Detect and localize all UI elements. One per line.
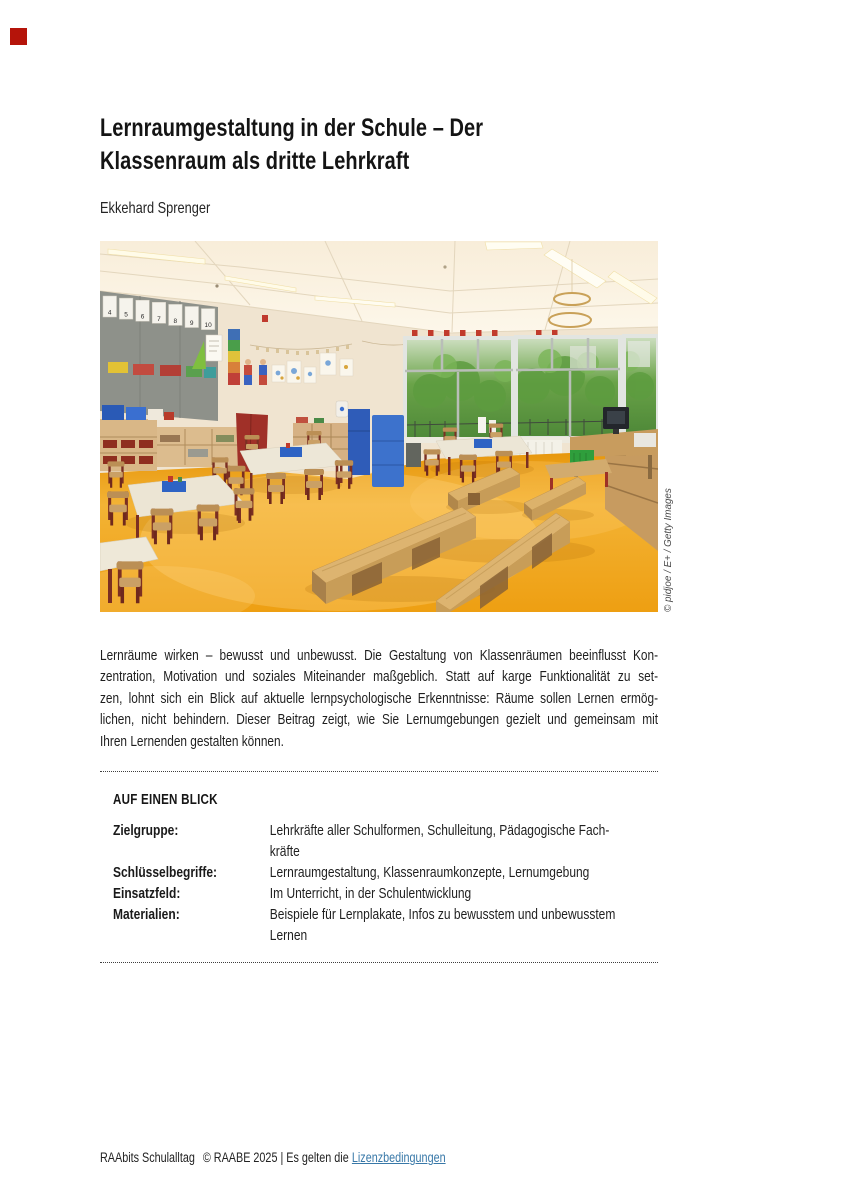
overview-label: Zielgruppe: (113, 822, 179, 839)
classroom-photo-illustration (100, 241, 658, 612)
page-footer (100, 1150, 446, 1165)
intro-line: Lernräume wirken – bewusst und unbewusst. Die Gestaltung von Klassenräumen beeinflusst Kon- (100, 647, 659, 664)
photo-credit: © pidjoe / E+ / Getty Images (662, 488, 674, 612)
overview-row-materialien (113, 904, 658, 946)
overview-value: Lehrkräfte aller Schulformen, Schulleitung, Pädagogische Fach- kräfte (269, 822, 610, 860)
overview-value: Beispiele für Lernplakate, Infos zu bewusstem und unbewusstem Lernen (269, 906, 616, 944)
svg-text:9: 9 (189, 320, 194, 327)
intro-line: zentration, Motivation und soziales Miteinander maßgeblich. Statt auf karge Funktionalität zu set- (100, 668, 659, 686)
intro-line: zen, lohnt sich ein Blick auf aktuelle lernpsychologische Erkenntnisse: Räume sollen Lernen ermög- (100, 689, 659, 707)
overview-row-zielgruppe (113, 820, 658, 862)
overview-row-einsatzfeld (113, 883, 658, 904)
overview-value: Im Unterricht, in der Schulentwicklung (269, 885, 472, 902)
overview-heading: AUF EINEN BLICK (113, 792, 218, 808)
overview-row-schluesselbegriffe (113, 862, 658, 883)
svg-text:7: 7 (157, 315, 161, 323)
svg-text:10: 10 (204, 322, 212, 330)
series-color-marker (10, 28, 27, 45)
intro-line: lichen, nicht behindern. Dieser Beitrag zeigt, wie Sie Lernumgebungen gezielt und gemeinsam mit (100, 711, 659, 729)
page-title-line1: Lernraumgestaltung in der Schule – Der (100, 113, 484, 142)
svg-text:8: 8 (173, 317, 178, 325)
svg-text:5: 5 (124, 311, 128, 319)
classroom-photo (100, 241, 658, 612)
intro-paragraph (100, 645, 658, 752)
overview-value: Lernraumgestaltung, Klassenraumkonzepte, Lernumgebung (269, 864, 590, 881)
overview-label: Einsatzfeld: (113, 885, 181, 902)
footer-copyright: © RAABE 2025 | Es gelten die (202, 1150, 349, 1165)
footer-brand: RAAbits Schulalltag (100, 1150, 195, 1165)
svg-text:4: 4 (107, 309, 112, 317)
page-title-line2: Klassenraum als dritte Lehrkraft (100, 146, 410, 175)
overview-box (100, 771, 658, 963)
license-link[interactable]: Lizenzbedingungen (351, 1150, 446, 1165)
page-title (100, 112, 660, 178)
intro-line: Ihren Lernenden gestalten können. (100, 732, 284, 750)
author-name: Ekkehard Sprenger (100, 200, 211, 217)
overview-label: Materialien: (113, 906, 180, 923)
svg-text:6: 6 (140, 313, 145, 321)
overview-label: Schlüsselbegriffe: (113, 864, 218, 881)
